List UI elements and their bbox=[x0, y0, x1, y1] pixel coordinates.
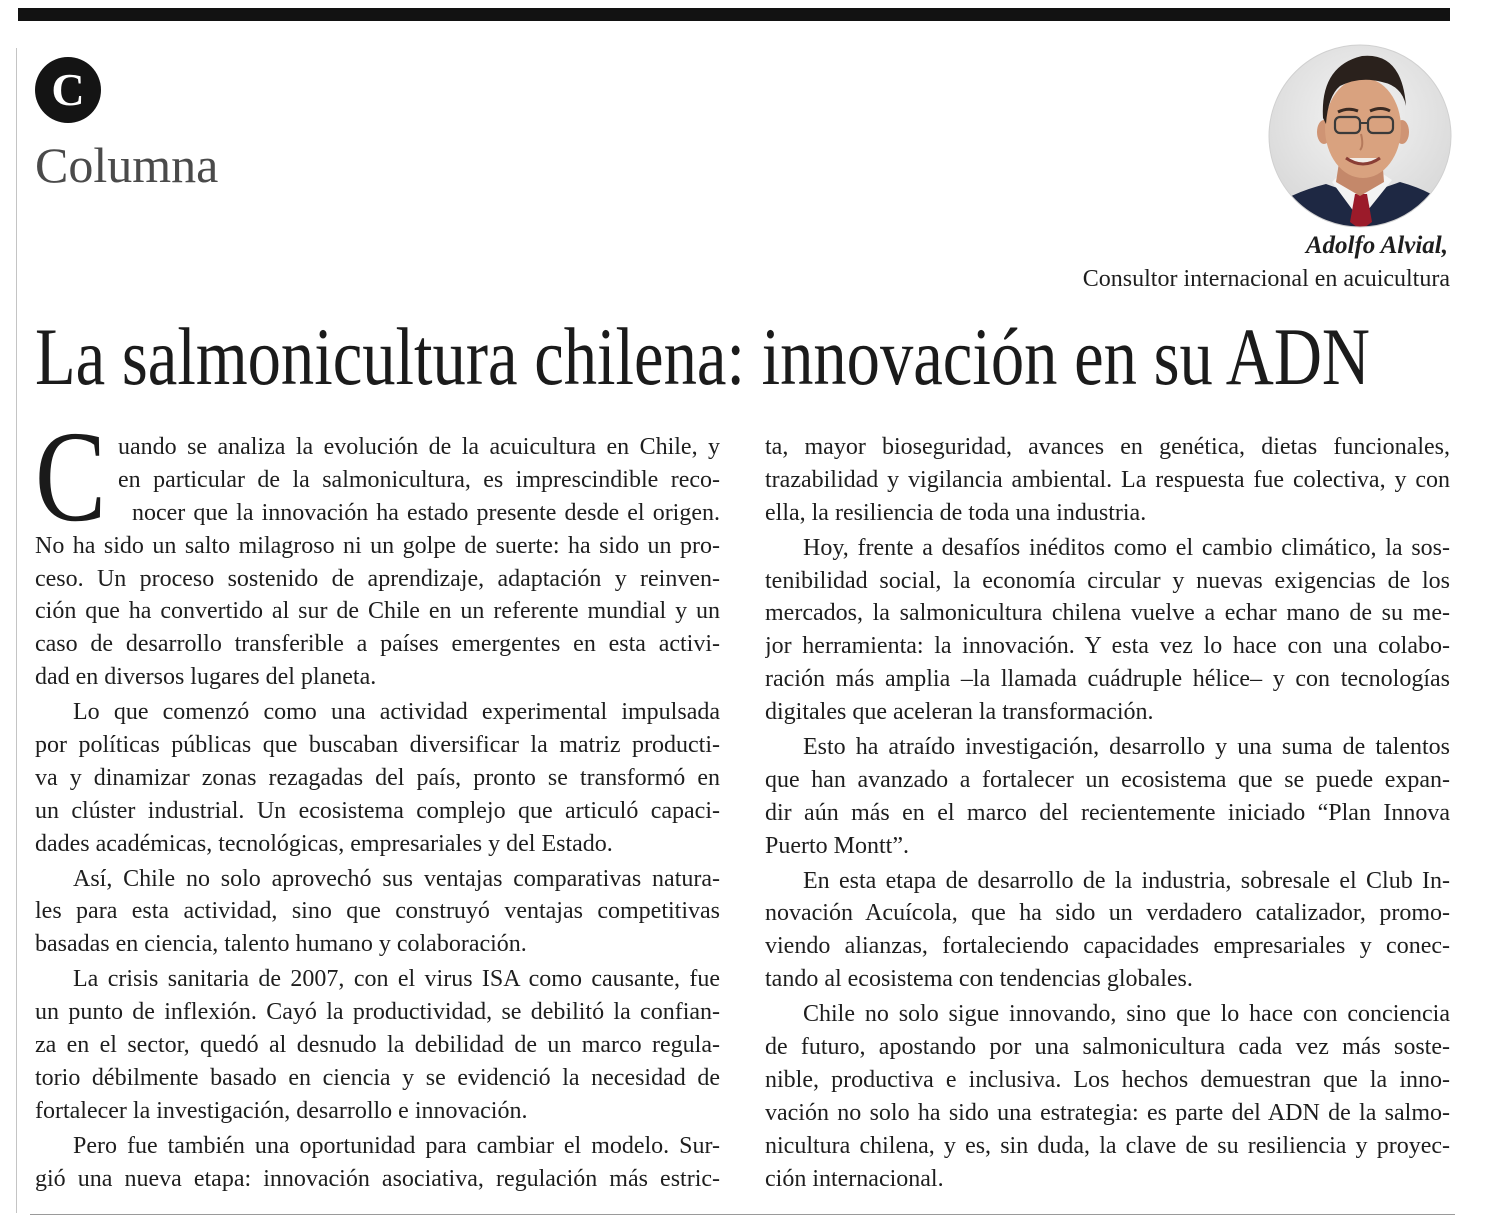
text-line: ceso. Un proceso sostenido de aprendizaje, adaptación y reinven- bbox=[35, 565, 720, 592]
column-right bbox=[765, 431, 1450, 1195]
text-line: No ha sido un salto milagroso ni un golpe de suerte: ha sido un pro- bbox=[35, 532, 720, 559]
text-line: dad en diversos lugares del planeta. bbox=[35, 664, 377, 691]
column-left bbox=[35, 405, 720, 1195]
text-line: En esta etapa de desarrollo de la industria, sobresale el Club In- bbox=[803, 867, 1450, 894]
text-line: nible, productiva e inclusiva. Los hechos demuestran que la inno- bbox=[765, 1066, 1450, 1093]
text-line: nocer que la innovación ha estado presente desde el origen. bbox=[132, 499, 720, 526]
text-line: ción que ha convertido al sur de Chile en un referente mundial y un bbox=[35, 598, 720, 625]
text-line: les para esta actividad, sino que construyó ventajas competitivas bbox=[35, 898, 720, 925]
column-logo-badge: C bbox=[35, 57, 101, 123]
text-line: va y dinamizar zonas rezagadas del país, pronto se transformó en bbox=[35, 764, 720, 791]
text-line: digitales que aceleran la transformación. bbox=[765, 699, 1154, 726]
text-line: gió una nueva etapa: innovación asociativa, regulación más estric- bbox=[35, 1165, 720, 1192]
text-line: nicultura chilena, y es, sin duda, la clave de su resiliencia y proyec- bbox=[765, 1132, 1450, 1159]
text-line: vación no solo ha sido una estrategia: es parte del ADN de la salmo- bbox=[765, 1099, 1450, 1126]
top-rule bbox=[18, 8, 1450, 21]
text-line: uando se analiza la evolución de la acuicultura en Chile, y bbox=[118, 434, 720, 460]
text-line: en particular de la salmonicultura, es imprescindible reco- bbox=[118, 466, 720, 493]
text-line: Puerto Montt”. bbox=[765, 832, 909, 859]
section-label: Columna bbox=[35, 137, 219, 193]
author-photo bbox=[1268, 44, 1452, 228]
paragraph bbox=[765, 865, 1450, 997]
text-line: trazabilidad y vigilancia ambiental. La respuesta fue colectiva, y con bbox=[765, 466, 1450, 493]
headline-container bbox=[0, 300, 1488, 410]
paragraph bbox=[35, 431, 720, 694]
text-line: Pero fue también una oportunidad para cambiar el modelo. Sur- bbox=[73, 1132, 720, 1159]
paragraph bbox=[35, 963, 720, 1127]
text-line: que han avanzado a fortalecer un ecosistema que se puede expan- bbox=[765, 766, 1450, 793]
text-line: un clúster industrial. Un ecosistema complejo que articuló capaci- bbox=[35, 797, 720, 824]
text-line: Esto ha atraído investigación, desarrollo y una suma de talentos bbox=[803, 734, 1450, 761]
text-line: ta, mayor bioseguridad, avances en genética, dietas funcionales, bbox=[765, 434, 1450, 460]
text-line: ella, la resiliencia de toda una industria. bbox=[765, 499, 1147, 526]
text-line: Chile no solo sigue innovando, sino que lo hace con conciencia bbox=[803, 1001, 1450, 1028]
text-line: caso de desarrollo transferible a países emergentes en esta activi- bbox=[35, 631, 720, 658]
headline: La salmonicultura chilena: innovación en su ADN bbox=[35, 311, 1370, 402]
bottom-rule bbox=[30, 1214, 1455, 1215]
text-line: un punto de inflexión. Cayó la productividad, se debilitó la confian- bbox=[35, 999, 720, 1026]
paragraph bbox=[765, 431, 1450, 530]
text-line: basadas en ciencia, talento humano y colaboración. bbox=[35, 931, 527, 958]
paragraph bbox=[765, 731, 1450, 863]
text-line: za en el sector, quedó al desnudo la debilidad de un marco regula- bbox=[35, 1032, 720, 1059]
paragraph bbox=[765, 532, 1450, 729]
text-line: Lo que comenzó como una actividad experimental impulsada bbox=[73, 699, 720, 726]
paragraph bbox=[35, 696, 720, 860]
text-line: tando al ecosistema con tendencias globales. bbox=[765, 966, 1193, 993]
author-title: Consultor internacional en acuicultura bbox=[1082, 266, 1450, 292]
text-line: dir aún más en el marco del recientemente iniciado “Plan Innova bbox=[765, 799, 1450, 826]
text-line: Así, Chile no solo aprovechó sus ventajas comparativas natura- bbox=[73, 865, 720, 892]
paragraph bbox=[35, 863, 720, 962]
text-line: ción internacional. bbox=[765, 1165, 944, 1192]
text-line: por políticas públicas que buscaban diversificar la matriz producti- bbox=[35, 732, 720, 759]
text-line: de futuro, apostando por una salmonicultura cada vez más soste- bbox=[765, 1034, 1450, 1061]
text-line: Hoy, frente a desafíos inéditos como el cambio climático, la sos- bbox=[803, 534, 1450, 561]
text-line: mercados, la salmonicultura chilena vuelve a echar mano de su me- bbox=[765, 600, 1450, 627]
text-line: ración más amplia –la llamada cuádruple hélice– y con tecnologías bbox=[765, 666, 1450, 693]
text-line: jor herramienta: la innovación. Y esta vez lo hace con una colabo- bbox=[765, 633, 1450, 660]
text-line: viendo alianzas, fortaleciendo capacidades empresariales y conec- bbox=[765, 933, 1450, 960]
author-name: Adolfo Alvial, bbox=[1305, 232, 1448, 259]
left-margin-rule bbox=[16, 48, 17, 1213]
drop-cap: C bbox=[35, 405, 107, 549]
paragraph bbox=[35, 1130, 720, 1196]
text-line: novación Acuícola, que ha sido un verdadero catalizador, promo- bbox=[765, 900, 1450, 927]
paragraph bbox=[765, 998, 1450, 1195]
text-line: fortalecer la investigación, desarrollo e innovación. bbox=[35, 1097, 528, 1124]
text-line: torio débilmente basado en ciencia y se evidenció la necesidad de bbox=[35, 1064, 720, 1091]
text-line: dades académicas, tecnológicas, empresariales y del Estado. bbox=[35, 830, 613, 857]
text-line: La crisis sanitaria de 2007, con el virus ISA como causante, fue bbox=[73, 966, 720, 993]
text-line: tenibilidad social, la economía circular y nuevas exigencias de los bbox=[765, 567, 1450, 594]
